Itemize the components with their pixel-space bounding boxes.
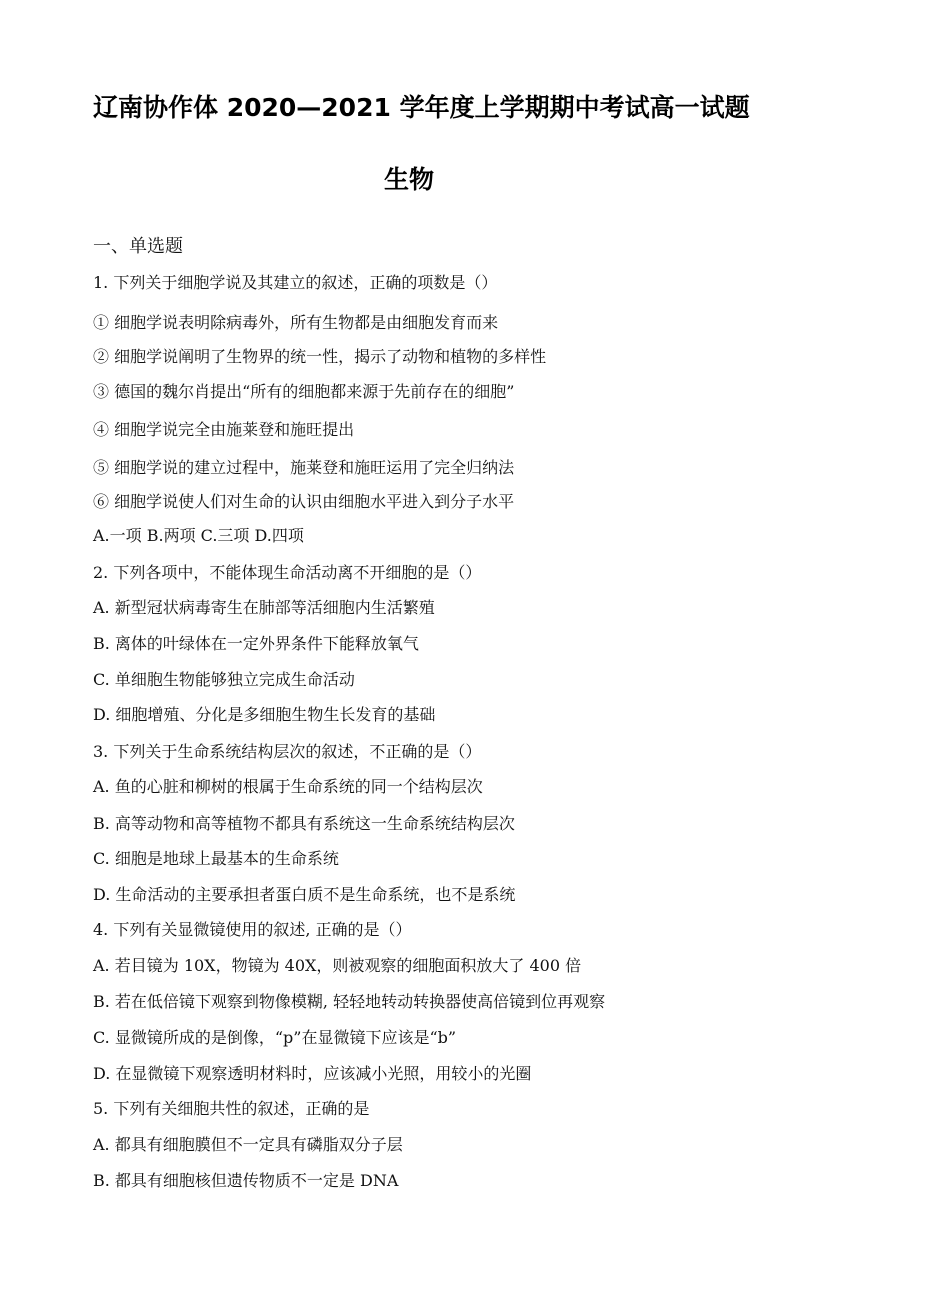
question-3-option-d: D. 生命活动的主要承担者蛋白质不是生命系统，也不是系统	[93, 885, 516, 904]
question-2-option-d: D. 细胞增殖、分化是多细胞生物生长发育的基础	[93, 705, 436, 724]
question-4-option-a: A. 若目镜为 10X，物镜为 40X，则被观察的细胞面积放大了 400 倍	[93, 956, 582, 975]
question-2-option-b: B. 离体的叶绿体在一定外界条件下能释放氧气	[93, 634, 419, 653]
section-heading: 一、单选题	[93, 236, 183, 257]
question-1-item-3: ③ 德国的魏尔肖提出“所有的细胞都来源于先前存在的细胞”	[93, 382, 515, 401]
question-3-option-c: C. 细胞是地球上最基本的生命系统	[93, 849, 339, 868]
question-1-item-2: ② 细胞学说阐明了生物界的统一性，揭示了动物和植物的多样性	[93, 347, 547, 366]
subject-heading: 生物	[384, 165, 435, 194]
question-4-option-d: D. 在显微镜下观察透明材料时，应该减小光照，用较小的光圈	[93, 1064, 532, 1083]
question-1-options: A.一项 B.两项 C.三项 D.四项	[93, 526, 304, 545]
question-2-option-a: A. 新型冠状病毒寄生在肺部等活细胞内生活繁殖	[93, 598, 435, 617]
question-2-option-c: C. 单细胞生物能够独立完成生命活动	[93, 670, 355, 689]
question-5-stem: 5. 下列有关细胞共性的叙述，正确的是	[93, 1099, 370, 1118]
question-1-item-4: ④ 细胞学说完全由施莱登和施旺提出	[93, 420, 355, 439]
question-3-stem: 3. 下列关于生命系统结构层次的叙述，不正确的是（）	[93, 742, 482, 761]
question-3-option-b: B. 高等动物和高等植物不都具有系统这一生命系统结构层次	[93, 814, 515, 833]
question-1-item-5: ⑤ 细胞学说的建立过程中，施莱登和施旺运用了完全归纳法	[93, 458, 515, 477]
question-1-stem: 1. 下列关于细胞学说及其建立的叙述，正确的项数是（）	[93, 273, 498, 292]
question-5-option-b: B. 都具有细胞核但遗传物质不一定是 DNA	[93, 1171, 399, 1190]
question-4-option-b: B. 若在低倍镜下观察到物像模糊, 轻轻地转动转换器使高倍镜到位再观察	[93, 992, 606, 1011]
question-2-stem: 2. 下列各项中，不能体现生命活动离不开细胞的是（）	[93, 563, 482, 582]
question-4-stem: 4. 下列有关显微镜使用的叙述, 正确的是（）	[93, 920, 412, 939]
question-4-option-c: C. 显微镜所成的是倒像，“p”在显微镜下应该是“b”	[93, 1028, 457, 1047]
question-1-item-6: ⑥ 细胞学说使人们对生命的认识由细胞水平进入到分子水平	[93, 492, 515, 511]
exam-title: 辽南协作体 2020—2021 学年度上学期期中考试高一试题	[93, 93, 750, 122]
question-3-option-a: A. 鱼的心脏和柳树的根属于生命系统的同一个结构层次	[93, 777, 483, 796]
question-5-option-a: A. 都具有细胞膜但不一定具有磷脂双分子层	[93, 1135, 403, 1154]
question-1-item-1: ① 细胞学说表明除病毒外，所有生物都是由细胞发育而来	[93, 313, 499, 332]
